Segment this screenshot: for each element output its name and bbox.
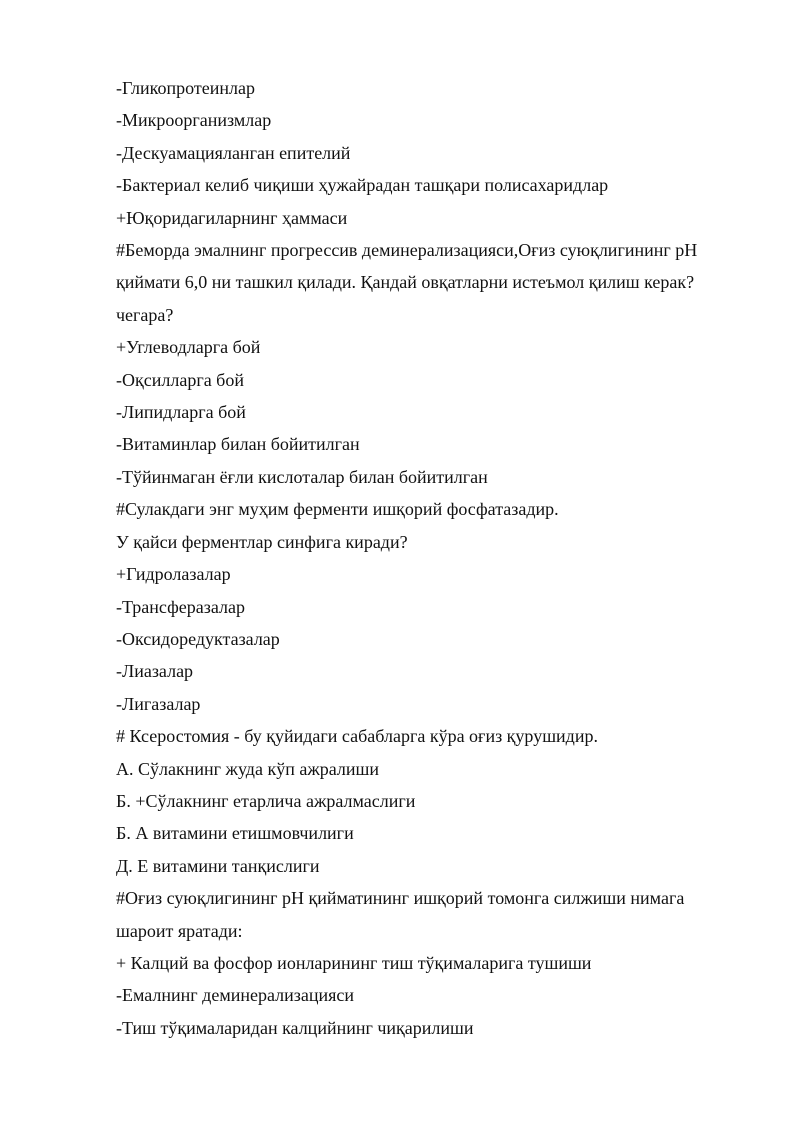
answer-line: -Липидларга бой — [116, 402, 246, 423]
text-line: -Микроорганизмлар — [116, 110, 272, 131]
question-line: қиймати 6,0 ни ташкил қилади. Қандай овқатларни истеъмол қилиш керак? — [116, 272, 695, 293]
answer-line: Б. +Сўлакнинг етарлича ажралмаслиги — [116, 790, 416, 811]
text-line: -Гликопротеинлар — [116, 78, 255, 98]
document-body — [116, 72, 756, 1044]
text-line: -Дескуамацияланган епителий — [116, 142, 351, 163]
answer-line: Д. Е витамини танқислиги — [116, 855, 320, 876]
question-line: чегара? — [116, 304, 174, 325]
answer-line: +Гидролазалар — [116, 564, 231, 585]
answer-line: -Трансферазалар — [116, 596, 246, 617]
answer-line: -Оксидоредуктазалар — [116, 628, 280, 649]
question-line: #Сулакдаги энг муҳим ферменти ишқорий фосфатазадир. — [116, 499, 559, 520]
answer-line: -Лиазалар — [116, 661, 194, 682]
answer-line: -Тўйинмаган ёғли кислоталар билан бойитилган — [116, 466, 488, 487]
answer-line: + Калций ва фосфор ионларининг тиш тўқималарига тушиши — [116, 952, 592, 973]
answer-line: -Витаминлар билан бойитилган — [116, 434, 360, 455]
answer-line: Б. А витамини етишмовчилиги — [116, 823, 354, 844]
question-line: #Беморда эмалнинг прогрессив деминерализацияси,Оғиз суюқлигининг pH — [116, 240, 698, 261]
answer-line: -Емалнинг деминерализацияси — [116, 985, 354, 1006]
answer-line: А. Сўлакнинг жуда кўп ажралиши — [116, 758, 380, 779]
answer-line: -Лигазалар — [116, 693, 201, 714]
question-line: #Оғиз суюқлигининг pH қийматининг ишқорий томонга силжиши нимага — [116, 888, 685, 909]
text-line: +Юқоридагиларнинг ҳаммаси — [116, 207, 348, 228]
answer-line: +Углеводларга бой — [116, 337, 261, 358]
answer-line: -Оқсилларга бой — [116, 369, 244, 390]
answer-line: -Тиш тўқималаридан калцийнинг чиқарилиши — [116, 1017, 474, 1038]
text-line: -Бактериал келиб чиқиши ҳужайрадан ташқари полисахаридлар — [116, 175, 609, 196]
question-line: У қайси ферментлар синфига киради? — [116, 531, 408, 552]
question-line: # Ксеростомия - бу қуйидаги сабабларга кўра оғиз қурушидир. — [116, 726, 598, 747]
question-line: шароит яратади: — [116, 920, 243, 941]
